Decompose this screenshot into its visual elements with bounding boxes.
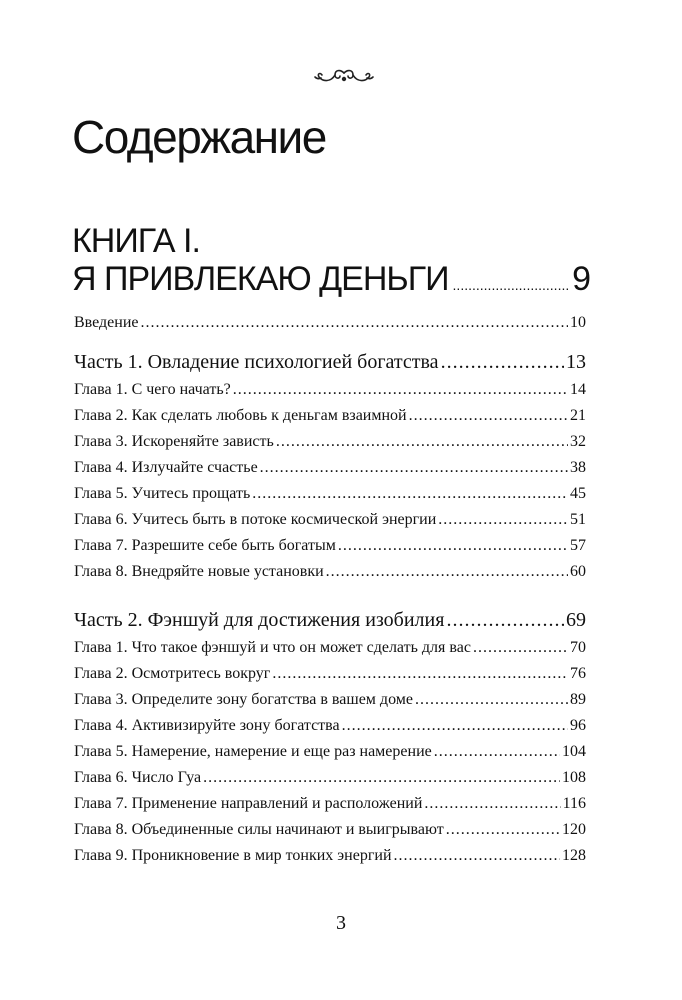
book-heading (72, 222, 590, 304)
entry-label: Глава 4. Излучайте счастье (74, 459, 258, 476)
toc-entry[interactable] (74, 559, 586, 585)
leader-dots (446, 605, 564, 635)
leader-dots (424, 791, 560, 817)
leader-dots (394, 843, 560, 869)
leader-dots (338, 533, 568, 559)
part-label: Часть 1. Овладение психологией богатства (74, 351, 439, 373)
entry-label: Глава 9. Проникновение в мир тонких энергий (74, 847, 392, 864)
page-ref: 89 (570, 691, 586, 708)
leader-dots (260, 455, 568, 481)
toc-part-2[interactable] (74, 605, 586, 635)
toc-entry[interactable] (74, 817, 586, 843)
book-title-row[interactable] (72, 260, 590, 304)
toc-entry[interactable] (74, 403, 586, 429)
leader-dots (233, 377, 568, 403)
toc-entry[interactable] (74, 533, 586, 559)
page-ref: 108 (562, 769, 586, 786)
leader-dots (441, 347, 564, 377)
leader-dots (409, 403, 568, 429)
entry-label: Глава 3. Искореняйте зависть (74, 433, 274, 450)
leader-dots (203, 765, 560, 791)
toc-entry[interactable] (74, 713, 586, 739)
page-ref: 104 (562, 743, 586, 760)
page-title: Содержание (72, 111, 326, 163)
page-ref: 13 (566, 351, 586, 373)
entry-label: Глава 1. Что такое фэншуй и что он может сделать для вас (74, 639, 471, 656)
entry-label: Глава 1. С чего начать? (74, 381, 231, 398)
page-ref: 76 (570, 665, 586, 682)
toc-entry-intro[interactable] (74, 310, 586, 336)
entry-label: Глава 2. Осмотритесь вокруг (74, 665, 271, 682)
page-ref: 60 (570, 563, 586, 580)
page-ref: 21 (570, 407, 586, 424)
page-ref: 45 (570, 485, 586, 502)
entry-label: Глава 6. Число Гуа (74, 769, 202, 786)
intro-section (74, 310, 586, 336)
entry-label: Глава 7. Применение направлений и расположений (74, 795, 423, 812)
toc-entry[interactable] (74, 377, 586, 403)
page-ref: 69 (566, 609, 586, 631)
toc-entry[interactable] (74, 481, 586, 507)
toc-part-1[interactable] (74, 347, 586, 377)
page-ref: 116 (562, 795, 586, 812)
toc-entry[interactable] (74, 791, 586, 817)
book-title: Я ПРИВЛЕКАЮ ДЕНЬГИ (72, 260, 449, 298)
toc-entry[interactable] (74, 687, 586, 713)
leader-dots (141, 310, 569, 336)
entry-label: Глава 7. Разрешите себе быть богатым (74, 537, 336, 554)
part-1-section (74, 347, 586, 585)
flourish-ornament-icon (313, 67, 375, 87)
toc-entry[interactable] (74, 429, 586, 455)
entry-label: Глава 3. Определите зону богатства в вашем доме (74, 691, 413, 708)
entry-label: Глава 5. Намерение, намерение и еще раз намерение (74, 743, 432, 760)
entry-label: Введение (74, 314, 139, 331)
page-ref: 57 (570, 537, 586, 554)
toc-entry[interactable] (74, 843, 586, 869)
toc-entry[interactable] (74, 661, 586, 687)
book-number: КНИГА I. (72, 222, 200, 260)
entry-label: Глава 4. Активизируйте зону богатства (74, 717, 340, 734)
part-label: Часть 2. Фэншуй для достижения изобилия (74, 609, 445, 631)
leader-dots (276, 429, 568, 455)
leader-dots (453, 266, 569, 304)
entry-label: Глава 8. Объединенные силы начинают и выигрывают (74, 821, 444, 838)
leader-dots (473, 635, 568, 661)
page-ref: 70 (570, 639, 586, 656)
page-number: 3 (336, 912, 346, 934)
part-2-section (74, 605, 586, 869)
leader-dots (326, 559, 568, 585)
leader-dots (252, 481, 568, 507)
toc-entry[interactable] (74, 765, 586, 791)
page-ref: 128 (562, 847, 586, 864)
entry-label: Глава 5. Учитесь прощать (74, 485, 251, 502)
leader-dots (342, 713, 568, 739)
page-ref: 38 (570, 459, 586, 476)
toc-entry[interactable] (74, 455, 586, 481)
entry-label: Глава 2. Как сделать любовь к деньгам взаимной (74, 407, 407, 424)
leader-dots (434, 739, 560, 765)
entry-label: Глава 6. Учитесь быть в потоке космической энергии (74, 511, 437, 528)
page-ref: 51 (570, 511, 586, 528)
page-ref: 32 (570, 433, 586, 450)
page-ref: 9 (572, 260, 590, 298)
toc-entry[interactable] (74, 739, 586, 765)
toc-entry[interactable] (74, 507, 586, 533)
page-ref: 96 (570, 717, 586, 734)
toc-entry[interactable] (74, 635, 586, 661)
leader-dots (446, 817, 560, 843)
page-ref: 10 (570, 314, 586, 331)
page-ref: 14 (570, 381, 586, 398)
entry-label: Глава 8. Внедряйте новые установки (74, 563, 324, 580)
leader-dots (415, 687, 568, 713)
leader-dots (438, 507, 568, 533)
page-ref: 120 (562, 821, 586, 838)
leader-dots (272, 661, 568, 687)
